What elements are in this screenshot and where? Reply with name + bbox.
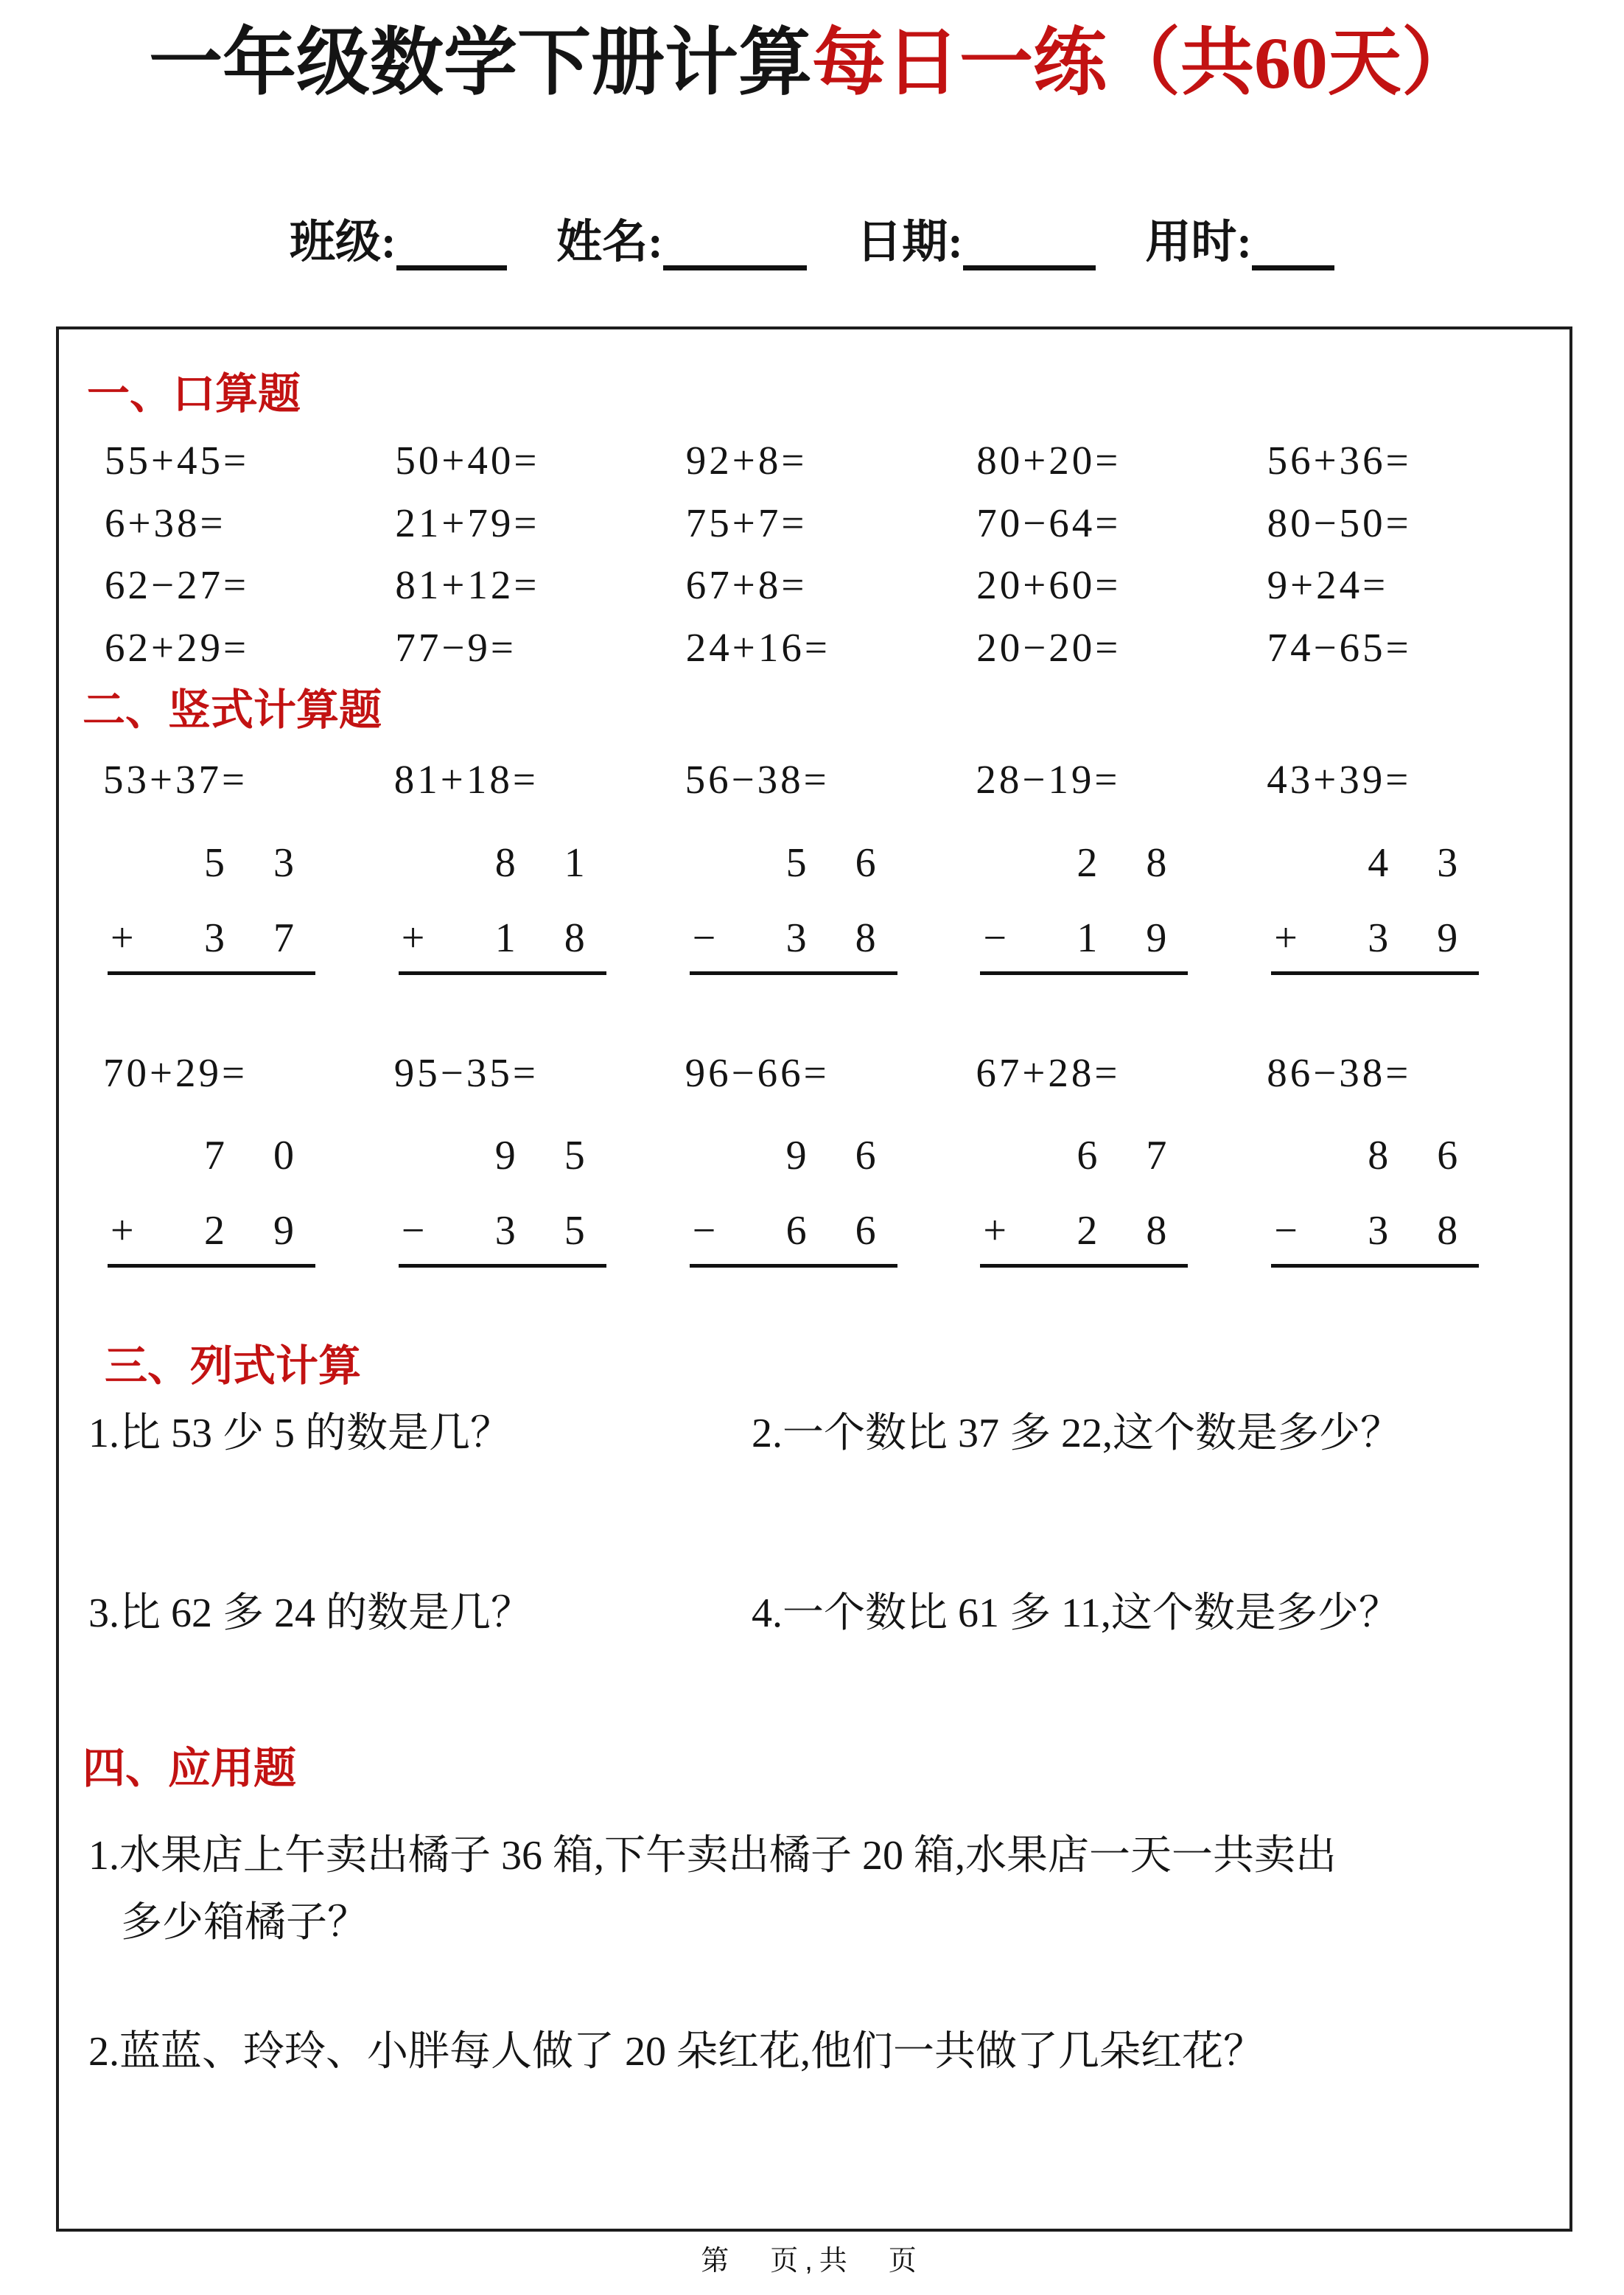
section-1-heading: 一、口算题 (87, 370, 301, 418)
date-blank-line (963, 224, 1096, 270)
stack-rule-line (690, 1264, 897, 1268)
stack-digit: 0 (273, 1133, 294, 1179)
vertical-equation: 70+29= (103, 1049, 248, 1095)
stack-digit: 5 (564, 1208, 585, 1254)
stack-rule-line (1271, 971, 1479, 975)
stack-rule-line (980, 971, 1188, 975)
info-field-class-label: 班级: (289, 217, 396, 268)
stack-operator: − (983, 915, 1007, 961)
oral-problem: 67+8= (685, 562, 808, 608)
oral-problem: 77−9= (395, 625, 517, 671)
vertical-equation: 53+37= (103, 756, 248, 802)
stack-digit: 8 (1146, 839, 1167, 886)
stack-operator: + (111, 915, 134, 961)
page-title (0, 21, 1624, 105)
vertical-stack (690, 817, 900, 975)
stack-digit: 7 (273, 915, 294, 961)
stack-bottom-row (690, 887, 900, 962)
vertical-equation: 95−35= (393, 1049, 539, 1095)
vertical-stack (980, 1110, 1191, 1268)
stack-bottom-row (1271, 1179, 1482, 1254)
stack-top-row (399, 1110, 609, 1179)
stack-digit: 5 (785, 839, 807, 886)
expression-problem-3: 3.比 62 多 24 的数是几？ (88, 1590, 532, 1636)
page-title-red: 每日一练（共60天） (812, 22, 1475, 104)
stack-bottom-row (980, 887, 1191, 962)
stack-digit: 6 (1437, 1133, 1458, 1179)
stack-operator: − (692, 915, 716, 961)
stack-digit: 3 (1368, 915, 1389, 961)
stack-top-row (1271, 817, 1482, 887)
worksheet-box (56, 326, 1572, 2232)
word-problem-1 (88, 1823, 1536, 1956)
oral-problem: 74−65= (1267, 625, 1412, 671)
oral-problem: 55+45= (105, 437, 250, 483)
stack-rule-line (1271, 1264, 1479, 1268)
stack-rule-line (399, 971, 606, 975)
stack-bottom-row (108, 887, 318, 962)
stack-rule-line (108, 1264, 315, 1268)
vertical-stack (980, 817, 1191, 975)
stack-top-row (108, 817, 318, 887)
stack-operator: + (111, 1208, 134, 1254)
stack-rule-line (399, 1264, 606, 1268)
stack-digit: 8 (855, 915, 876, 961)
stack-top-row (690, 1110, 900, 1179)
vertical-equation: 43+39= (1267, 756, 1412, 802)
stack-digit: 8 (1437, 1208, 1458, 1254)
oral-problem: 50+40= (395, 437, 540, 483)
stack-bottom-row (1271, 887, 1482, 962)
stack-digit: 4 (1368, 839, 1389, 886)
vertical-equations-row-1 (59, 733, 1569, 801)
stack-digit: 3 (273, 839, 294, 886)
stack-rule-line (690, 971, 897, 975)
stack-operator: − (692, 1208, 716, 1254)
stack-top-row (1271, 1110, 1482, 1179)
vertical-equations-row-2 (59, 1049, 1569, 1095)
stack-digit: 6 (1077, 1133, 1098, 1179)
page-footer: 第 页,共 页 (701, 2246, 923, 2277)
oral-problem: 80+20= (976, 437, 1121, 483)
stack-digit: 9 (785, 1133, 807, 1179)
section-3-heading: 三、列式计算 (105, 1342, 362, 1391)
vertical-stack (108, 1110, 318, 1268)
stack-bottom-row (980, 1179, 1191, 1254)
stack-digit: 6 (785, 1208, 807, 1254)
stack-digit: 3 (1437, 839, 1458, 886)
stack-operator: + (983, 1208, 1007, 1254)
vertical-equation: 81+18= (393, 756, 539, 802)
vertical-equation: 96−66= (685, 1049, 830, 1095)
oral-problem: 6+38= (105, 500, 226, 545)
stack-digit: 9 (273, 1208, 294, 1254)
info-line (0, 205, 1624, 270)
time-blank-line (1252, 224, 1334, 270)
stack-top-row (980, 817, 1191, 887)
stack-rule-line (108, 971, 315, 975)
vertical-stack (690, 1110, 900, 1268)
oral-problem: 70−64= (976, 500, 1121, 545)
stack-digit: 5 (204, 839, 225, 886)
stack-digit: 8 (1146, 1208, 1167, 1254)
stack-digit: 8 (494, 839, 516, 886)
oral-problem: 75+7= (685, 500, 808, 545)
oral-problem: 62−27= (105, 562, 250, 608)
stack-digit: 2 (1077, 1208, 1098, 1254)
stack-top-row (980, 1110, 1191, 1179)
stack-digit: 6 (855, 1208, 876, 1254)
oral-problem: 80−50= (1267, 500, 1412, 545)
stack-digit: 6 (855, 1133, 876, 1179)
vertical-equation: 28−19= (976, 756, 1121, 802)
vertical-equation: 67+28= (976, 1049, 1121, 1095)
oral-problem: 24+16= (685, 625, 830, 671)
stack-digit: 8 (1368, 1133, 1389, 1179)
expression-problem-2: 2.一个数比 37 多 22,这个数是多少？ (752, 1411, 1401, 1457)
oral-problem: 9+24= (1267, 562, 1389, 608)
info-field-date (856, 217, 1096, 268)
word-problem-1-line-2: 多少箱橘子？ (121, 1899, 368, 1946)
stack-digit: 9 (1437, 915, 1458, 961)
stack-digit: 1 (1077, 915, 1098, 961)
oral-problems-grid (59, 417, 1569, 669)
class-blank-line (396, 224, 507, 270)
vertical-stack (108, 817, 318, 975)
stack-digit: 2 (204, 1208, 225, 1254)
oral-problem: 20−20= (976, 625, 1121, 671)
oral-problem: 92+8= (685, 437, 808, 483)
stack-digit: 8 (564, 915, 585, 961)
oral-problem: 21+79= (395, 500, 540, 545)
oral-problem: 81+12= (395, 562, 540, 608)
stack-bottom-row (108, 1179, 318, 1254)
vertical-stacks-row-2 (59, 1094, 1569, 1268)
stack-digit: 2 (1077, 839, 1098, 886)
info-field-time (1145, 217, 1334, 268)
info-field-name-label: 姓名: (556, 217, 663, 268)
expression-problem-1: 1.比 53 少 5 的数是几？ (88, 1411, 511, 1457)
stack-operator: − (401, 1208, 425, 1254)
section-2-heading: 二、竖式计算题 (83, 685, 382, 734)
expression-problem-4: 4.一个数比 61 多 11,这个数是多少？ (752, 1590, 1400, 1636)
stack-digit: 9 (1146, 915, 1167, 961)
oral-problem: 62+29= (105, 625, 250, 671)
stack-digit: 5 (564, 1133, 585, 1179)
stack-digit: 6 (855, 839, 876, 886)
page-title-black: 一年级数学下册计算 (149, 22, 812, 104)
stack-top-row (690, 817, 900, 887)
stack-bottom-row (399, 1179, 609, 1254)
vertical-stack (399, 1110, 609, 1268)
vertical-stacks-row-1 (59, 801, 1569, 975)
stack-operator: + (1274, 915, 1298, 961)
word-problem-1-line-1: 1.水果店上午卖出橘子 36 箱,下午卖出橘子 20 箱,水果店一天一共卖出 (88, 1833, 1337, 1879)
stack-top-row (399, 817, 609, 887)
stack-rule-line (980, 1264, 1188, 1268)
stack-bottom-row (690, 1179, 900, 1254)
vertical-equation: 86−38= (1267, 1049, 1412, 1095)
stack-digit: 7 (1146, 1133, 1167, 1179)
word-problem-2: 2.蓝蓝、玲玲、小胖每人做了 20 朵红花,他们一共做了几朵红花？ (88, 2028, 1264, 2075)
expression-problems-grid (59, 1389, 1569, 1636)
vertical-stack (399, 817, 609, 975)
stack-digit: 9 (494, 1133, 516, 1179)
section-4-heading: 四、应用题 (83, 1744, 297, 1793)
stack-digit: 3 (1368, 1208, 1389, 1254)
vertical-stack (1271, 1110, 1482, 1268)
stack-digit: 7 (204, 1133, 225, 1179)
info-field-date-label: 日期: (856, 217, 963, 268)
info-field-time-label: 用时: (1145, 217, 1253, 268)
stack-operator: + (401, 915, 425, 961)
stack-bottom-row (399, 887, 609, 962)
stack-digit: 1 (494, 915, 516, 961)
vertical-equation: 56−38= (685, 756, 830, 802)
oral-problem: 20+60= (976, 562, 1121, 608)
name-blank-line (663, 224, 807, 270)
stack-digit: 3 (204, 915, 225, 961)
oral-problem: 56+36= (1267, 437, 1412, 483)
stack-digit: 3 (494, 1208, 516, 1254)
info-field-class (290, 217, 507, 268)
info-field-name (556, 217, 807, 268)
stack-top-row (108, 1110, 318, 1179)
stack-operator: − (1274, 1208, 1298, 1254)
stack-digit: 3 (785, 915, 807, 961)
vertical-stack (1271, 817, 1482, 975)
stack-digit: 1 (564, 839, 585, 886)
